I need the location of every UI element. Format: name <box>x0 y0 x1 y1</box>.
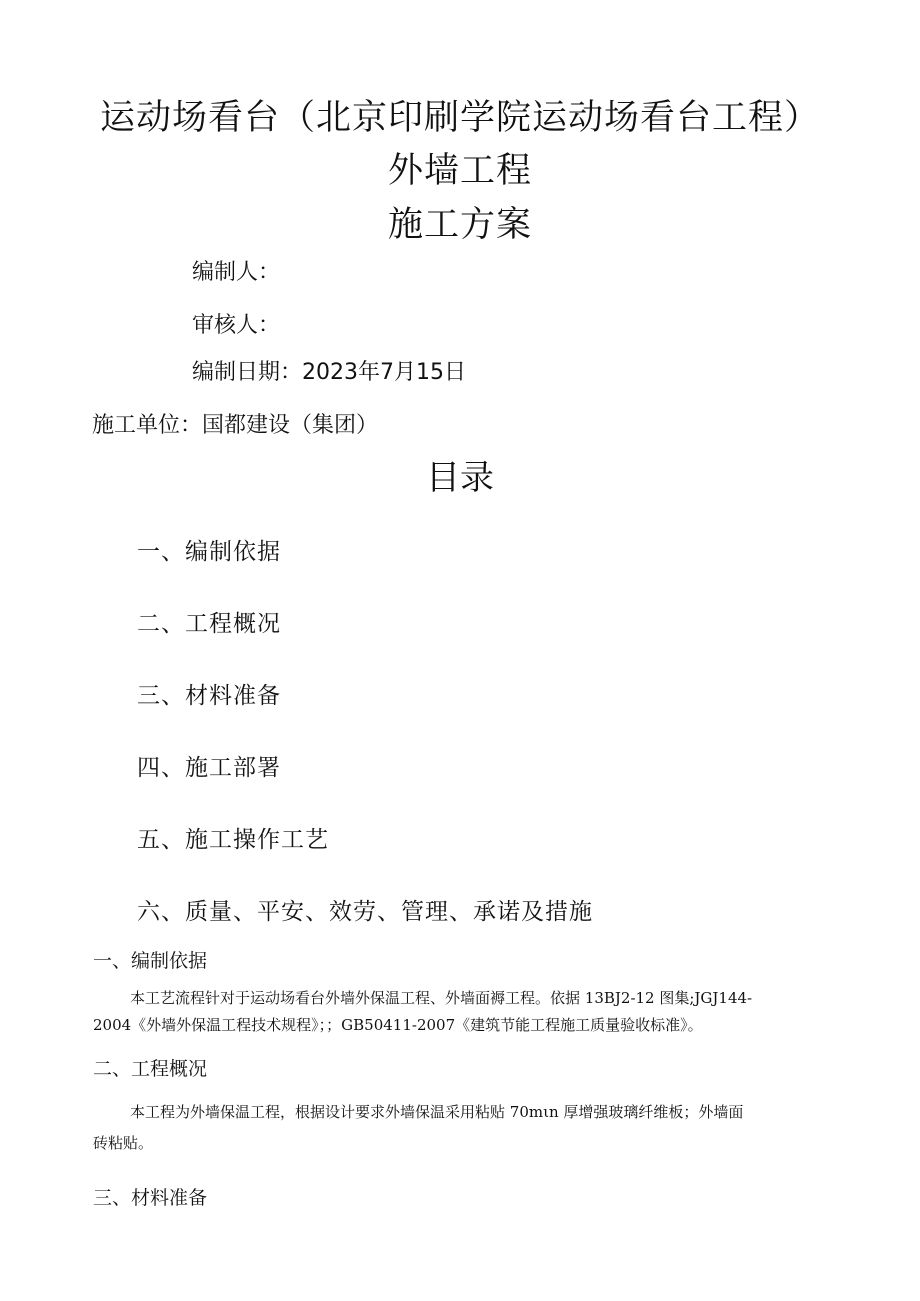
reviewer-label: 审核人： <box>192 313 281 338</box>
toc-item[interactable]: 六、质量、平安、效劳、管理、承诺及措施 <box>137 899 593 925</box>
toc-item[interactable]: 五、施工操作工艺 <box>137 827 329 853</box>
document-title-line-2: 外墙工程 <box>387 151 532 191</box>
paragraph-line: 2004《外墙外保温工程技术规程》；；GB50411-2007《建筑节能工程施工质量验收标准》。 <box>93 1016 703 1034</box>
paragraph-line: 砖粘贴。 <box>93 1134 154 1152</box>
toc-heading: 目录 <box>426 458 494 498</box>
compiler-label: 编制人： <box>192 260 281 285</box>
construction-unit: 施工单位：国都建设（集团） <box>92 413 379 438</box>
toc-item[interactable]: 一、编制依据 <box>137 539 281 565</box>
toc-item[interactable]: 四、施工部署 <box>137 755 281 781</box>
document-title-line-3: 施工方案 <box>387 205 532 245</box>
toc-item[interactable]: 三、材料准备 <box>137 683 281 709</box>
section-heading: 一、编制依据 <box>93 950 208 972</box>
toc-item[interactable]: 二、工程概况 <box>137 611 281 637</box>
paragraph-line: 本工艺流程针对于运动场看台外墙外保温工程、外墙面褥工程。依据 13BJ2-12 图集;JGJ144- <box>130 989 753 1007</box>
paragraph-line: 本工程为外墙保温工程，根据设计要求外墙保温采用粘贴 70mιn 厚增强玻璃纤维板；外墙面 <box>130 1103 744 1121</box>
compile-date: 编制日期：2023年7月15日 <box>192 360 466 385</box>
document-title-line-1: 运动场看台（北京印刷学院运动场看台工程） <box>99 98 820 138</box>
section-heading: 三、材料准备 <box>93 1187 208 1209</box>
section-heading: 二、工程概况 <box>93 1058 208 1080</box>
